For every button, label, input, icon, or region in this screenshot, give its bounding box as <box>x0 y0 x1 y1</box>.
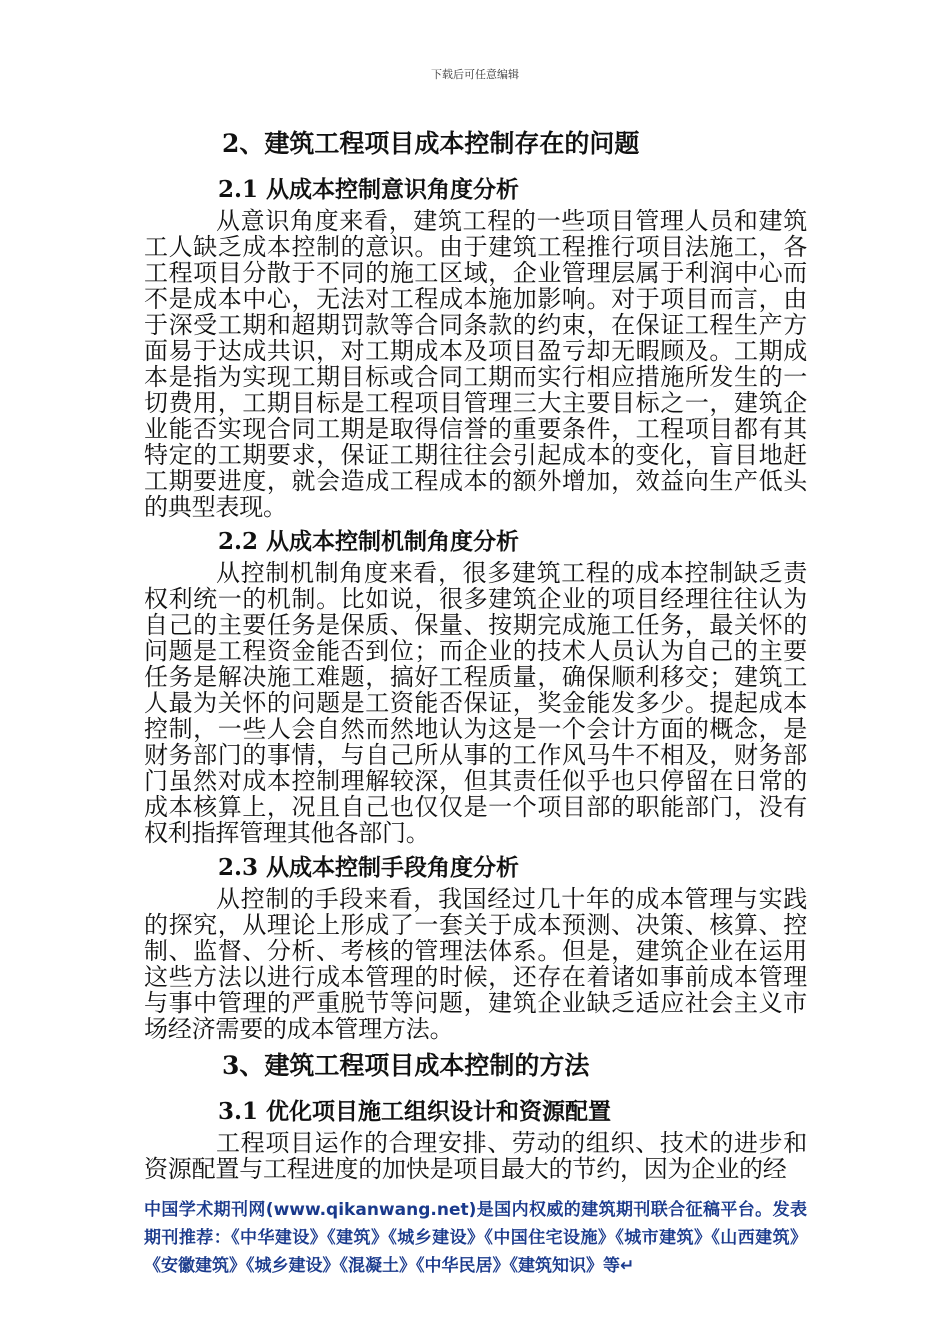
section-2-1-paragraph: 从意识角度来看，建筑工程的一些项目管理人员和建筑工人缺乏成本控制的意识。由于建筑工程推行项目法施工，各工程项目分散于不同的施工区域，企业管理层属于利润中心而不是成本中心，无法对工程成本施加影响。对于项目而言，由于深受工期和超期罚款等合同条款的约束，在保证工程生产方面易于达成共识，对工期成本及项目盈亏却无暇顾及。工期成本是指为实现工期目标或合同工期而实行相应措施所发生的一切费用，工期目标是工程项目管理三大主要目标之一，建筑企业能否实现合同工期是取得信誉的重要条件，工程项目都有其特定的工期要求，保证工期往往会引起成本的变化，盲目地赶工期要进度，就会造成工程成本的额外增加，效益向生产低头的典型表现。 <box>144 207 807 521</box>
section-2-3-paragraph: 从控制的手段来看，我国经过几十年的成本管理与实践的探究，从理论上形成了一套关于成本预测、决策、核算、控制、监督、分析、考核的管理法体系。但是，建筑企业在运用这些方法以进行成本管理的时候，还存在着诸如事前成本管理与事中管理的严重脱节等问题，建筑企业缺乏适应社会主义市场经济需要的成本管理方法。 <box>144 885 807 1043</box>
journal-advertisement: 中国学术期刊网(www.qikanwang.net)是国内权威的建筑期刊联合征稿平台。发表期刊推荐：《中华建设》《建筑》《城乡建设》《中国住宅设施》《城市建筑》《山西建筑》《安徽建筑》《城乡建设》《混凝土》《中华民居》《建筑知识》等↵ <box>144 1200 807 1276</box>
section-2-1-heading: 2.1 从成本控制意识角度分析 <box>218 176 520 203</box>
section-2-2-paragraph: 从控制机制角度来看，很多建筑工程的成本控制缺乏责权利统一的机制。比如说，很多建筑企业的项目经理往往认为自己的主要任务是保质、保量、按期完成施工任务，最关怀的问题是工程资金能否到位；而企业的技术人员认为自己的主要任务是解决施工难题，搞好工程质量，确保顺利移交；建筑工人最为关怀的问题是工资能否保证，奖金能发多少。提起成本控制，一些人会自然而然地认为这是一个会计方面的概念，是财务部门的事情，与自己所从事的工作风马牛不相及，财务部门虽然对成本控制理解较深，但其责任似乎也只停留在日常的成本核算上，况且自己也仅仅是一个项目部的职能部门，没有权利指挥管理其他各部门。 <box>144 559 807 847</box>
section-2-3-heading: 2.3 从成本控制手段角度分析 <box>218 854 520 881</box>
section-2-heading: 2、建筑工程项目成本控制存在的问题 <box>222 129 640 158</box>
section-3-1-paragraph: 工程项目运作的合理安排、劳动的组织、技术的进步和资源配置与工程进度的加快是项目最大的节约，因为企业的经 <box>144 1129 807 1183</box>
section-2-2-heading: 2.2 从成本控制机制角度分析 <box>218 528 520 555</box>
section-3-heading: 3、建筑工程项目成本控制的方法 <box>222 1051 590 1080</box>
header-note: 下载后可任意编辑 <box>431 68 519 81</box>
document-body <box>144 124 807 1186</box>
section-3-1-heading: 3.1 优化项目施工组织设计和资源配置 <box>218 1098 612 1125</box>
